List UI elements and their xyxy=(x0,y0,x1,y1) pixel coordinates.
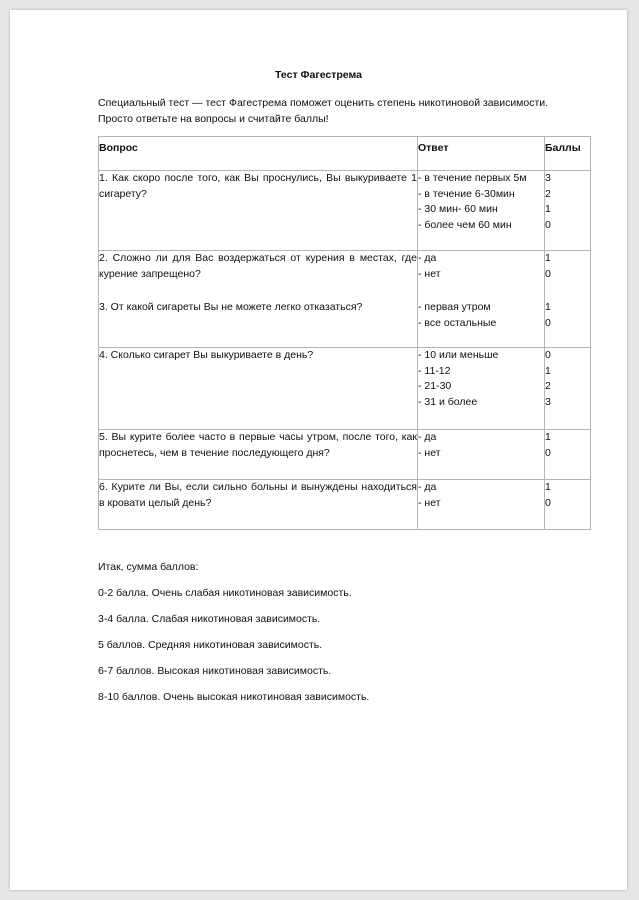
question-text: 6. Курите ли Вы, если сильно больны и вынуждены находиться в кровати целый день? xyxy=(99,481,417,509)
points-value: 1 xyxy=(545,203,551,215)
question-cell xyxy=(99,251,418,348)
question-text: 5. Вы курите более часто в первые часы утром, после того, как проснетесь, чем в течение последующего дня? xyxy=(99,431,417,459)
answer-cell xyxy=(418,480,545,530)
points-value: 3 xyxy=(545,395,551,408)
answer-option: - все остальные xyxy=(418,316,497,329)
intro-paragraph xyxy=(98,95,593,127)
points-value: 1 xyxy=(545,301,551,313)
answer-option: - 31 и более xyxy=(418,395,478,408)
points-cell xyxy=(545,430,591,480)
summary-heading: Итак, сумма баллов: xyxy=(98,561,199,573)
answer-option: - нет xyxy=(418,496,441,509)
points-value: 1 xyxy=(545,252,551,264)
summary-item: 6-7 баллов. Высокая никотиновая зависимость. xyxy=(98,665,332,677)
answer-option: - да xyxy=(418,481,437,493)
answer-option: - 10 или меньше xyxy=(418,349,499,361)
table-header-row xyxy=(99,137,591,171)
answer-option: - 21-30 xyxy=(418,380,452,392)
answer-option: - да xyxy=(418,252,437,264)
answer-cell xyxy=(418,171,545,251)
header-answer: Ответ xyxy=(418,137,545,171)
question-text: 3. От какой сигареты Вы не можете легко отказаться? xyxy=(99,301,363,313)
summary-item: 5 баллов. Средняя никотиновая зависимость. xyxy=(98,639,323,651)
table-row xyxy=(99,480,591,530)
points-value: 1 xyxy=(545,431,551,443)
answer-option: - 11-12 xyxy=(418,364,451,377)
points-value: 0 xyxy=(545,316,551,329)
question-cell xyxy=(99,348,418,430)
answer-cell xyxy=(418,348,545,430)
question-cell xyxy=(99,430,418,480)
answer-option: - первая утром xyxy=(418,301,491,313)
points-value: 0 xyxy=(545,446,551,459)
points-cell xyxy=(545,251,591,348)
answer-cell xyxy=(418,251,545,348)
points-value: 0 xyxy=(545,349,551,361)
table-row xyxy=(99,251,591,348)
answer-cell xyxy=(418,430,545,480)
question-cell xyxy=(99,480,418,530)
answer-option: - более чем 60 мин xyxy=(418,218,512,231)
page-title: Тест Фагестрема xyxy=(275,69,362,81)
document-page xyxy=(10,10,627,890)
answer-option: - в течение первых 5м xyxy=(418,172,527,184)
test-table xyxy=(98,136,591,530)
answer-option: - нет xyxy=(418,267,441,280)
question-text: 2. Сложно ли для Вас воздержаться от курения в местах, где курение запрещено? xyxy=(99,252,417,280)
score-summary xyxy=(98,560,369,716)
question-text: 4. Сколько сигарет Вы выкуриваете в день? xyxy=(99,349,314,361)
points-value: 0 xyxy=(545,218,551,231)
header-points: Баллы xyxy=(545,137,591,171)
answer-option: - да xyxy=(418,431,437,443)
points-value: 0 xyxy=(545,496,551,509)
table-row xyxy=(99,430,591,480)
question-text: 1. Как скоро после того, как Вы проснулись, Вы выкуриваете 1 сигарету? xyxy=(99,172,417,200)
summary-item: 3-4 балла. Слабая никотиновая зависимость. xyxy=(98,613,321,625)
points-cell xyxy=(545,480,591,530)
intro-line: Просто ответьте на вопросы и считайте баллы! xyxy=(98,113,329,125)
summary-item: 0-2 балла. Очень слабая никотиновая зависимость. xyxy=(98,587,352,599)
intro-line: Специальный тест — тест Фагестрема поможет оценить степень никотиновой зависимости. xyxy=(98,97,549,109)
table-row xyxy=(99,348,591,430)
points-cell xyxy=(545,171,591,251)
points-value: 0 xyxy=(545,267,551,280)
points-value: 3 xyxy=(545,172,551,184)
question-cell xyxy=(99,171,418,251)
answer-option: - нет xyxy=(418,446,441,459)
answer-option: - 30 мин- 60 мин xyxy=(418,203,498,215)
points-cell xyxy=(545,348,591,430)
header-question: Вопрос xyxy=(99,137,418,171)
answer-option: - в течение 6-30мин xyxy=(418,187,515,200)
points-value: 1 xyxy=(545,364,551,377)
points-value: 2 xyxy=(545,380,551,392)
points-value: 2 xyxy=(545,187,551,200)
table-row xyxy=(99,171,591,251)
summary-item: 8-10 баллов. Очень высокая никотиновая зависимость. xyxy=(98,691,370,703)
points-value: 1 xyxy=(545,481,551,493)
